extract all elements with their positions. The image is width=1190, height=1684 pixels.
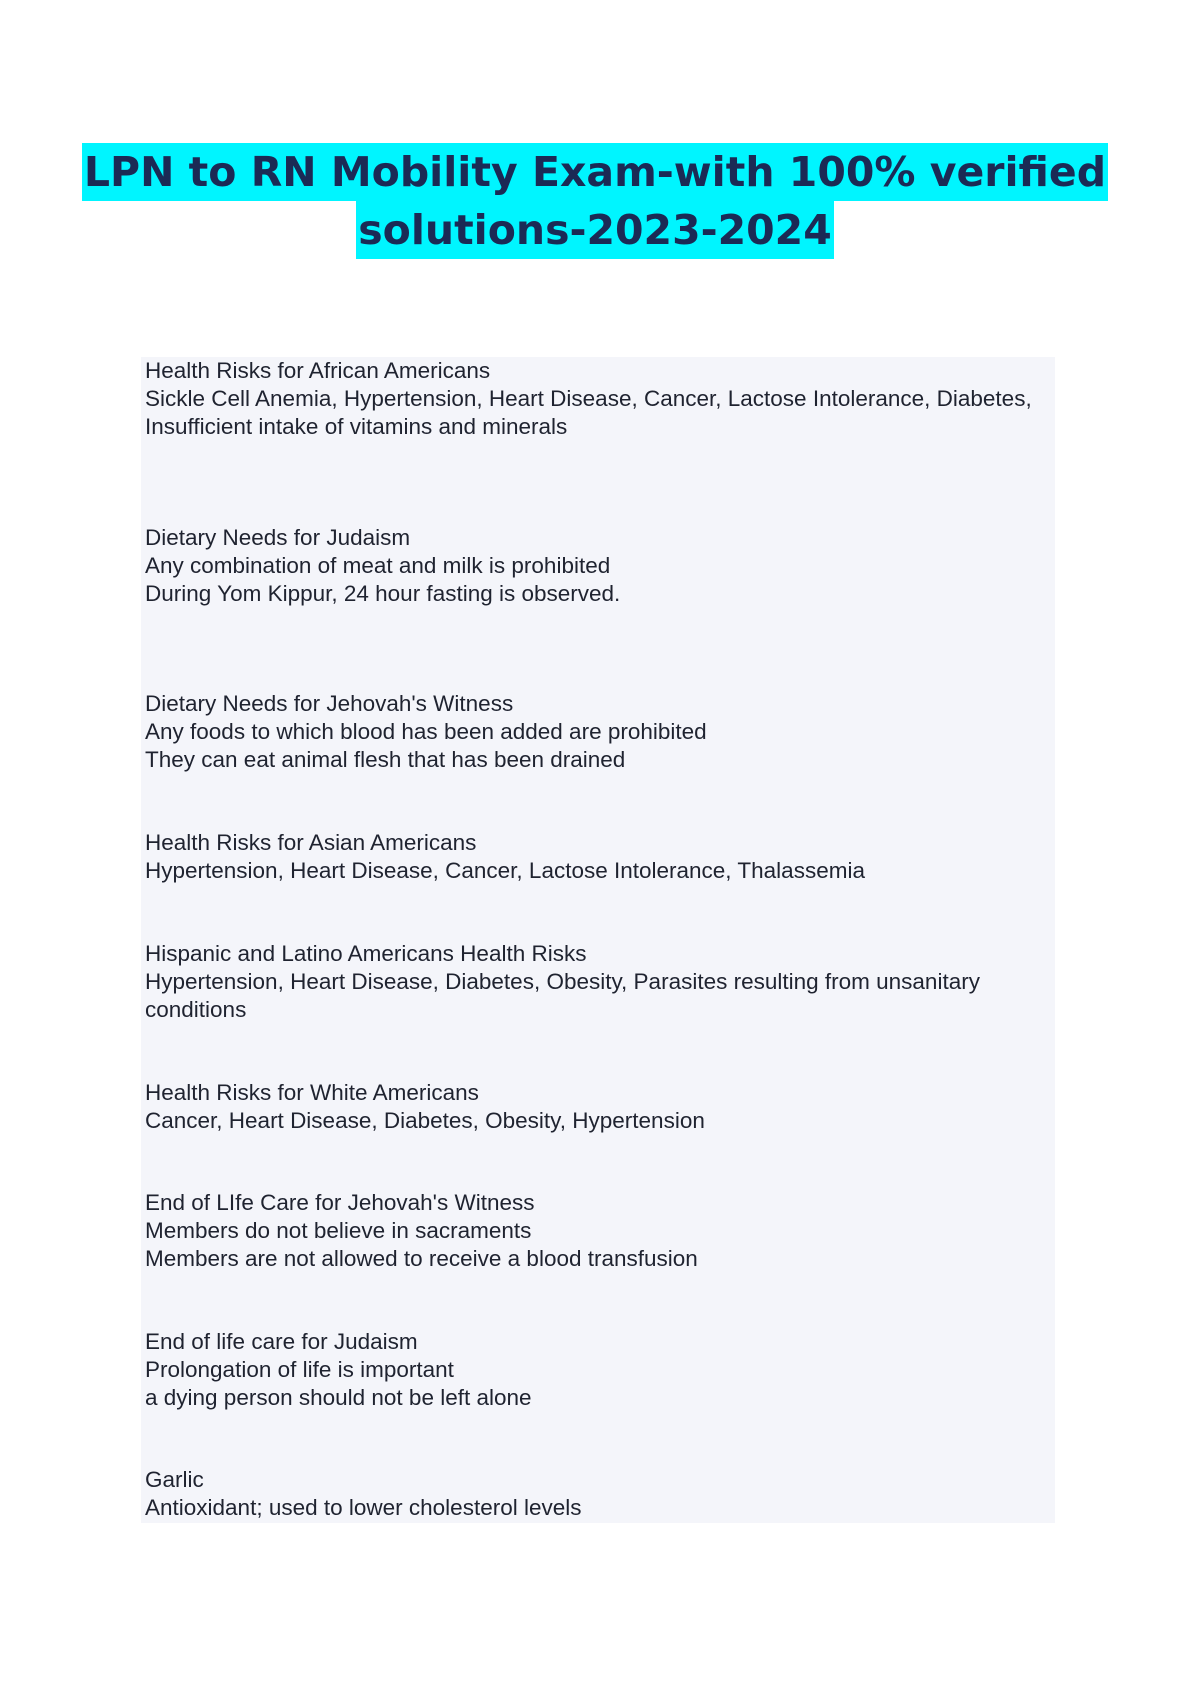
flashcard-item	[145, 690, 1047, 774]
flashcard-term: End of LIfe Care for Jehovah's Witness	[145, 1190, 535, 1215]
flashcard-definition: Antioxidant; used to lower cholesterol levels	[145, 1495, 582, 1520]
flashcard-term: Dietary Needs for Jehovah's Witness	[145, 691, 514, 716]
flashcard-definition: During Yom Kippur, 24 hour fasting is observed.	[145, 581, 621, 606]
flashcard-term: Garlic	[145, 1467, 204, 1492]
flashcard-definition: They can eat animal flesh that has been drained	[145, 747, 626, 772]
flashcard-term: End of life care for Judaism	[145, 1329, 418, 1354]
flashcard-term: Health Risks for White Americans	[145, 1080, 479, 1105]
flashcard-definition: Any foods to which blood has been added are prohibited	[145, 719, 707, 744]
flashcard-definition: a dying person should not be left alone	[145, 1385, 532, 1410]
flashcard-term: Hispanic and Latino Americans Health Risks	[145, 941, 587, 966]
flashcard-item	[145, 1079, 1047, 1135]
flashcard-item	[145, 1328, 1047, 1412]
flashcard-definition: Hypertension, Heart Disease, Cancer, Lactose Intolerance, Thalassemia	[145, 858, 865, 883]
flashcard-term: Health Risks for Asian Americans	[145, 830, 477, 855]
flashcard-item	[145, 524, 1047, 608]
flashcard-item	[145, 357, 1047, 441]
flashcard-item	[145, 829, 1047, 885]
flashcard-definition: Prolongation of life is important	[145, 1357, 454, 1382]
flashcard-definition: Members are not allowed to receive a blood transfusion	[145, 1246, 698, 1271]
flashcard-term: Dietary Needs for Judaism	[145, 525, 411, 550]
flashcard-term: Health Risks for African Americans	[145, 358, 491, 383]
document-title	[60, 143, 1130, 259]
flashcard-definition: Sickle Cell Anemia, Hypertension, Heart Disease, Cancer, Lactose Intolerance, Diabetes, Insufficient intake of vitamins and minerals	[145, 386, 1032, 439]
title-line-1: LPN to RN Mobility Exam-with 100% verified	[82, 143, 1108, 201]
flashcard-definition: Hypertension, Heart Disease, Diabetes, Obesity, Parasites resulting from unsanitary conditions	[145, 969, 980, 1022]
flashcard-definition: Members do not believe in sacraments	[145, 1218, 532, 1243]
flashcard-item	[145, 1189, 1047, 1273]
flashcard-item	[145, 940, 1047, 1024]
flashcard-list	[141, 357, 1055, 1523]
flashcard-item	[145, 1466, 1047, 1522]
title-line-2: solutions-2023-2024	[356, 201, 833, 259]
flashcard-definition: Any combination of meat and milk is prohibited	[145, 553, 611, 578]
flashcard-definition: Cancer, Heart Disease, Diabetes, Obesity, Hypertension	[145, 1108, 705, 1133]
